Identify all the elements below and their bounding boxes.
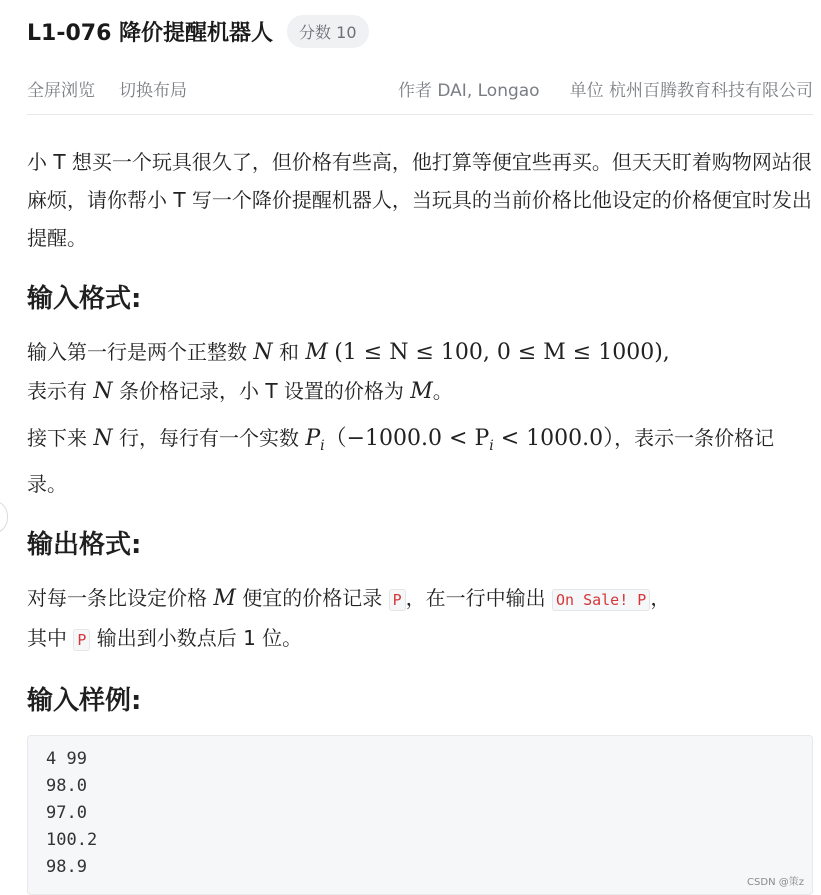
text-span: ，表示一条价格记录。 <box>27 426 775 496</box>
output-format-heading: 输出格式: <box>27 530 142 560</box>
meta-bar <box>27 62 813 115</box>
text-span: 和 <box>272 340 306 364</box>
inline-code-p: P <box>73 629 90 651</box>
math-n: N <box>93 379 113 404</box>
text-span: 条价格记录，小 T 设置的价格为 <box>112 379 411 403</box>
math-n: N <box>93 426 113 451</box>
problem-content <box>27 115 813 895</box>
math-range: （−1000.0 < P <box>324 426 490 451</box>
math-range: < 1000.0） <box>493 426 615 451</box>
math-m: M <box>213 586 236 611</box>
math-m: M <box>305 340 328 365</box>
text-span: ，在一行中输出 <box>405 586 552 610</box>
text-span: 其中 <box>27 626 74 650</box>
math-p: P <box>305 426 321 451</box>
math-range: (1 ≤ N ≤ 100, 0 ≤ M ≤ 1000), <box>334 340 670 365</box>
code-line: 4 99 <box>46 749 87 769</box>
text-span: 行，每行有一个实数 <box>112 426 306 450</box>
math-m: M <box>410 379 433 404</box>
code-line: 100.2 <box>46 830 98 850</box>
author-label: 作者 DAI, Longao <box>397 80 540 101</box>
sample-input-heading: 输入样例: <box>27 686 142 716</box>
math-subscript: i <box>489 438 494 454</box>
side-collapse-tab[interactable] <box>0 500 8 534</box>
text-span: 输入第一行是两个正整数 <box>27 340 254 364</box>
math-subscript: i <box>320 438 325 454</box>
text-span: 对每一条比设定价格 <box>27 586 214 610</box>
text-span: ， <box>650 586 671 610</box>
inline-code-p: P <box>389 589 406 611</box>
text-span: 输出到小数点后 1 位。 <box>90 626 303 650</box>
code-line: 98.0 <box>46 776 87 796</box>
inline-code-on-sale: On Sale! P <box>552 589 650 611</box>
code-line: 97.0 <box>46 803 87 823</box>
text-span: 。 <box>432 379 453 403</box>
code-line: 98.9 <box>46 857 87 877</box>
problem-page <box>27 0 813 895</box>
title-row <box>27 0 813 62</box>
input-format-paragraph-1 <box>27 333 813 411</box>
output-format-paragraph <box>27 579 813 659</box>
fullscreen-link[interactable]: 全屏浏览 <box>27 80 95 101</box>
score-badge: 分数 10 <box>287 15 368 48</box>
input-format-heading: 输入格式: <box>27 284 142 314</box>
switch-layout-link[interactable]: 切换布局 <box>119 80 187 101</box>
problem-intro: 小 T 想买一个玩具很久了，但价格有些高，他打算等便宜些再买。但天天盯着购物网站很麻烦，请你帮小 T 写一个降价提醒机器人，当玩具的当前价格比他设定的价格便宜时发出提醒。 <box>27 150 812 250</box>
sample-input-block[interactable] <box>27 735 813 895</box>
watermark: CSDN @策z <box>747 877 804 888</box>
input-format-paragraph-2 <box>27 419 813 503</box>
text-span: 表示有 <box>27 379 94 403</box>
problem-title: L1-076 降价提醒机器人 <box>27 20 274 46</box>
text-span: 便宜的价格记录 <box>235 586 389 610</box>
unit-label: 单位 杭州百腾教育科技有限公司 <box>569 80 813 101</box>
math-n: N <box>253 340 273 365</box>
text-span: 接下来 <box>27 426 94 450</box>
